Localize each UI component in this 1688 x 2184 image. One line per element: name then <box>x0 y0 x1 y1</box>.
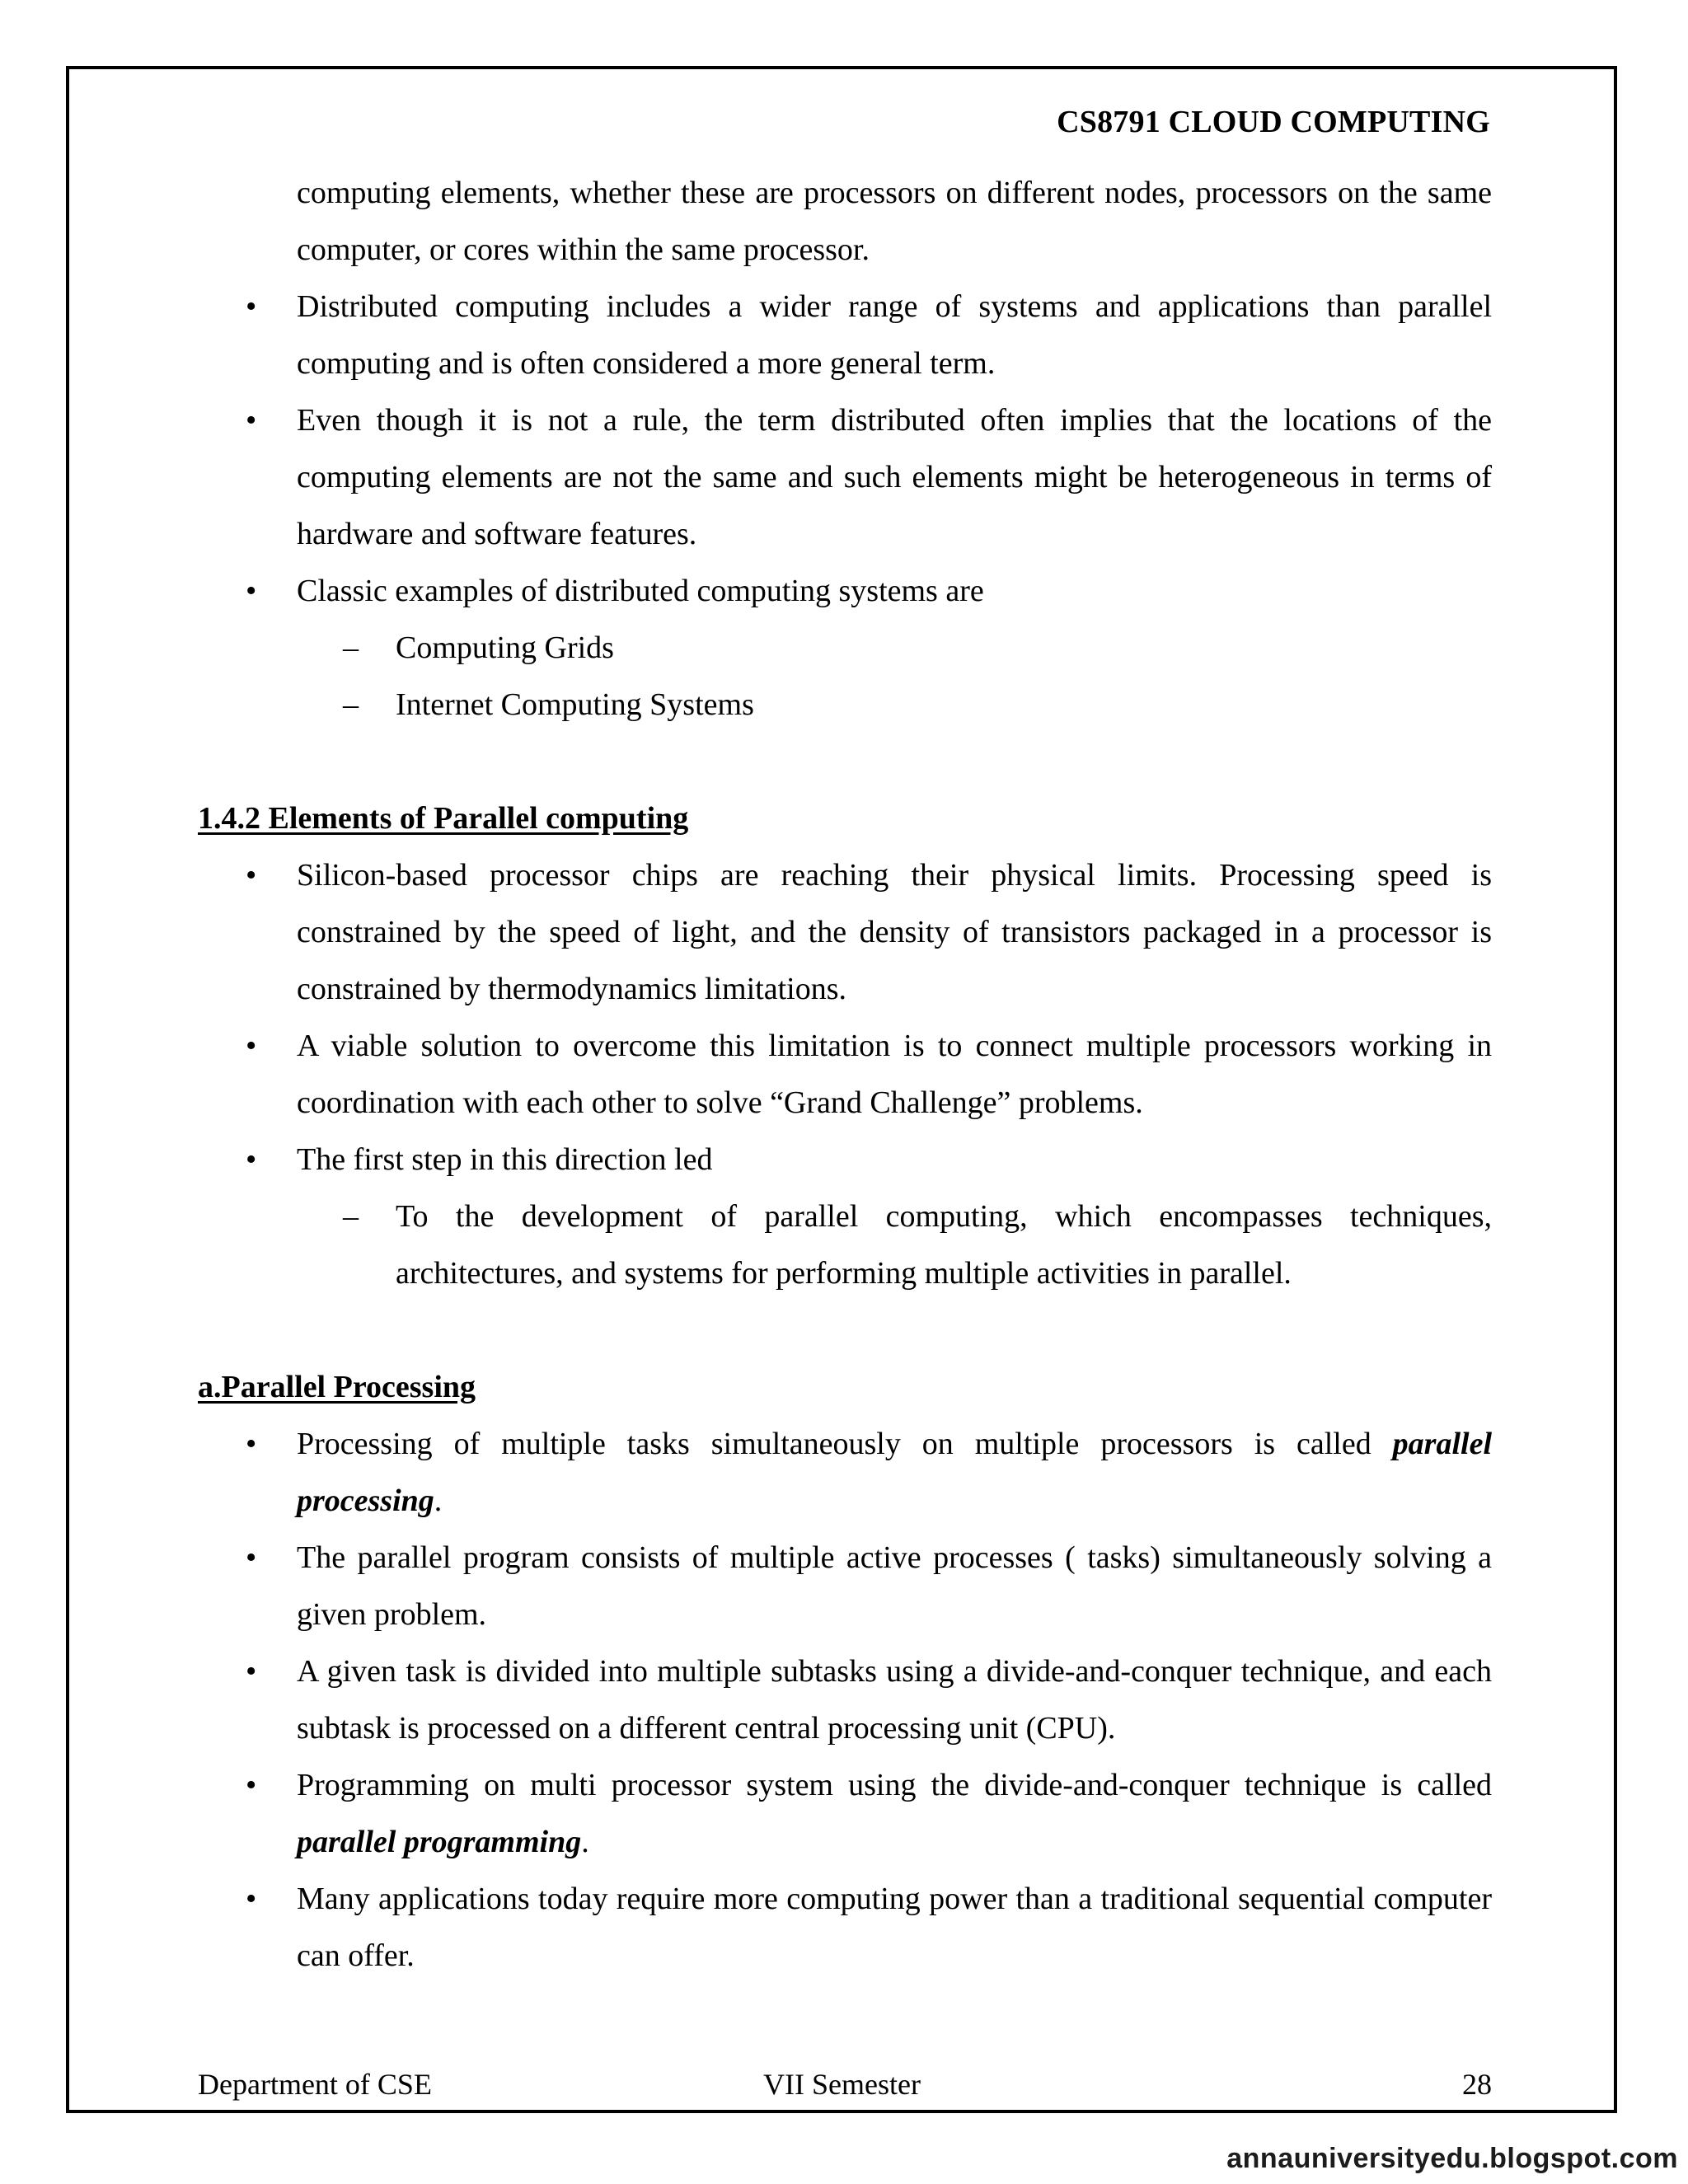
list-item-text: Silicon-based processor chips are reaching their physical limits. Processing speed is constrained by the speed of light, and the density of transistors packaged in a processor is constrained by thermodynamics limitations. <box>297 858 1492 1006</box>
list-item <box>246 392 1492 563</box>
bullet-icon: • <box>246 1029 257 1063</box>
bullet-icon: • <box>246 1768 257 1802</box>
parallel-elements-bullet-list <box>198 847 1492 1302</box>
bullet-icon: • <box>246 858 257 893</box>
bullet-icon: • <box>246 1540 257 1575</box>
watermark-url: annauniversityedu.blogspot.com <box>1226 2143 1678 2174</box>
list-item <box>246 847 1492 1018</box>
list-item <box>246 1530 1492 1643</box>
examples-sublist <box>297 620 1492 733</box>
list-item-text: The first step in this direction led <box>297 1142 713 1177</box>
page-footer <box>198 2067 1492 2103</box>
page-content <box>198 165 1492 1985</box>
footer-department: Department of CSE <box>198 2068 432 2101</box>
distributed-bullet-list <box>198 279 1492 733</box>
bullet-icon: • <box>246 1142 257 1177</box>
list-item <box>246 1132 1492 1302</box>
dash-icon: – <box>343 687 359 722</box>
term-parallel-programming: parallel programming <box>297 1825 582 1859</box>
list-item-punctuation: . <box>434 1483 443 1518</box>
bullet-icon: • <box>246 289 257 324</box>
list-item-text: Programming on multi processor system using the divide-and-conquer technique is called <box>297 1768 1492 1802</box>
list-item <box>246 1018 1492 1132</box>
list-item-text: Even though it is not a rule, the term distributed often implies that the locations of the computing elements are not the same and such elements might be heterogeneous in terms of hardware and software features. <box>297 403 1492 551</box>
list-item <box>246 1871 1492 1985</box>
sublist-item <box>343 677 1492 733</box>
sublist-item <box>343 620 1492 677</box>
sublist-item-text: Internet Computing Systems <box>396 687 754 722</box>
list-item-text: Distributed computing includes a wider range of systems and applications than parallel computing and is often considered a more general term. <box>297 289 1492 381</box>
list-item-text: The parallel program consists of multiple active processes ( tasks) simultaneously solving a given problem. <box>297 1540 1492 1632</box>
bullet-icon: • <box>246 1882 257 1916</box>
direction-sublist <box>297 1188 1492 1302</box>
list-item <box>246 1416 1492 1530</box>
sublist-item <box>343 1188 1492 1302</box>
list-item-text: Classic examples of distributed computing systems are <box>297 574 984 608</box>
bullet-icon: • <box>246 574 257 608</box>
bullet-icon: • <box>246 1427 257 1461</box>
section-heading-parallel-processing: a.Parallel Processing <box>198 1370 476 1404</box>
course-title: CS8791 CLOUD COMPUTING <box>1057 105 1490 139</box>
section-heading-elements-parallel: 1.4.2 Elements of Parallel computing <box>198 801 689 836</box>
list-item-text: A given task is divided into multiple subtasks using a divide-and-conquer technique, and each subtask is processed on a different central processing unit (CPU). <box>297 1654 1492 1746</box>
list-item <box>246 563 1492 733</box>
list-item <box>246 1757 1492 1871</box>
sublist-item-text: To the development of parallel computing, which encompasses techniques, architectures, and systems for performing multiple activities in parallel. <box>396 1199 1492 1291</box>
bullet-icon: • <box>246 1654 257 1689</box>
bullet-icon: • <box>246 403 257 438</box>
list-item-punctuation: . <box>581 1825 589 1859</box>
list-item <box>246 279 1492 392</box>
list-item-text: Processing of multiple tasks simultaneously on multiple processors is called <box>297 1427 1393 1461</box>
footer-page-number: 28 <box>1462 2068 1492 2101</box>
list-item-text: Many applications today require more computing power than a traditional sequential computer can offer. <box>297 1882 1492 1973</box>
list-item <box>246 1643 1492 1757</box>
continuation-paragraph: computing elements, whether these are processors on different nodes, processors on the same computer, or cores within the same processor. <box>297 176 1492 267</box>
dash-icon: – <box>343 630 359 665</box>
list-item-text: A viable solution to overcome this limitation is to connect multiple processors working in coordination with each other to solve “Grand Challenge” problems. <box>297 1029 1492 1120</box>
footer-semester: VII Semester <box>763 2068 921 2101</box>
dash-icon: – <box>343 1199 359 1234</box>
parallel-processing-bullet-list <box>198 1416 1492 1985</box>
sublist-item-text: Computing Grids <box>396 630 614 665</box>
term-parallel-processing: parallel processing <box>297 1427 1492 1518</box>
